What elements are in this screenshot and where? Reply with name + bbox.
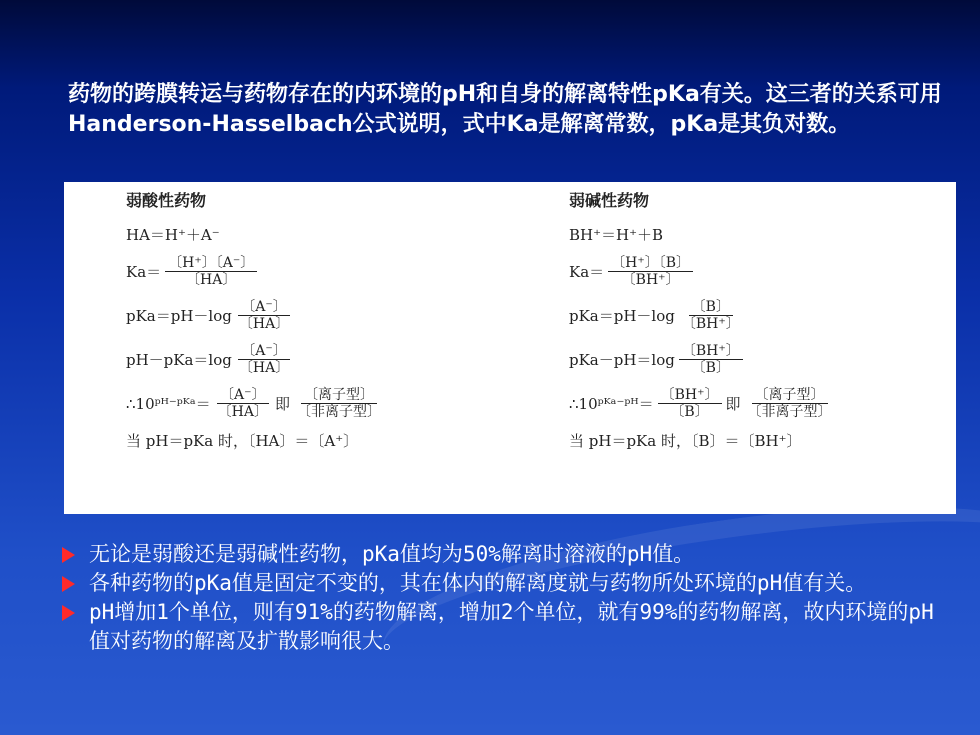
fraction-numerator: 〔A⁻〕 (217, 387, 269, 404)
fraction-denominator: 〔非离子型〕 (747, 403, 832, 420)
weak-base-ka-lhs: Ka＝ (569, 262, 605, 281)
weak-acid-when: 当 pH＝pKa 时，〔HA〕＝〔A⁺〕 (126, 431, 359, 450)
fraction-numerator: 〔H⁺〕〔B〕 (608, 255, 693, 272)
fraction-numerator: 〔BH⁺〕 (679, 343, 743, 360)
weak-base-title: 弱碱性药物 (569, 191, 650, 210)
weak-base-power (569, 381, 839, 425)
weak-base-when: 当 pH＝pKa 时，〔B〕＝〔BH⁺〕 (569, 431, 802, 450)
weak-base-ionic-fraction (745, 387, 835, 420)
fraction-denominator: 〔HA〕 (186, 271, 237, 288)
fraction-numerator: 〔BH⁺〕 (658, 387, 722, 404)
weak-base-pka (569, 293, 839, 337)
weak-base-ph (569, 337, 839, 381)
weak-acid-pka (126, 293, 388, 337)
weak-acid-pka-fraction (236, 299, 292, 332)
bullet-item (62, 598, 952, 656)
bullet-text: pH增加1个单位，则有91%的药物解离，增加2个单位，就有99%的药物解离，故内环境的pH值对药物的解离及扩散影响很大。 (89, 600, 934, 653)
weak-base-pka-fraction (679, 299, 743, 332)
fraction-denominator: 〔B〕 (670, 403, 709, 420)
weak-acid-equilibrium: HA＝H⁺＋A⁻ (126, 225, 220, 244)
weak-base-equilibrium: BH⁺＝H⁺＋B (569, 225, 664, 244)
weak-acid-ka-fraction (165, 255, 257, 288)
fraction-denominator: 〔B〕 (691, 359, 730, 376)
arrow-bullet-icon (62, 547, 75, 563)
weak-acid-power-fraction (215, 387, 271, 420)
weak-acid-ph-lhs: pH－pKa＝log (126, 350, 232, 369)
bullet-list (62, 540, 952, 656)
weak-base-ph-fraction (679, 343, 743, 376)
weak-base-pka-lhs: pKa＝pH－log (569, 306, 675, 325)
weak-acid-ionic-fraction (294, 387, 384, 420)
weak-base-ka (569, 249, 839, 293)
fraction-denominator: 〔HA〕 (238, 315, 290, 332)
weak-acid-ka (126, 249, 388, 293)
weak-acid-ph-fraction (236, 343, 292, 376)
weak-base-power-fraction (658, 387, 722, 420)
fraction-numerator: 〔A⁻〕 (238, 343, 290, 360)
fraction-numerator: 〔离子型〕 (301, 387, 377, 404)
weak-acid-ka-lhs: Ka＝ (126, 262, 162, 281)
arrow-bullet-icon (62, 576, 75, 592)
bullet-text: 各种药物的pKa值是固定不变的，其在体内的解离度就与药物所处环境的pH值有关。 (89, 571, 867, 595)
fraction-denominator: 〔非离子型〕 (296, 403, 381, 420)
bullet-item (62, 569, 952, 598)
fraction-denominator: 〔BH⁺〕 (621, 271, 680, 288)
fraction-denominator: 〔HA〕 (217, 403, 268, 420)
weak-base-column (569, 188, 839, 455)
weak-base-power-mid: 即 (725, 394, 741, 413)
fraction-denominator: 〔BH⁺〕 (681, 315, 740, 332)
formula-image (64, 182, 956, 514)
intro-paragraph: 药物的跨膜转运与药物存在的内环境的pH和自身的解离特性pKa有关。这三者的关系可用Handerson-Hasselbach公式说明，式中Ka是解离常数，pKa是其负对数。 (68, 82, 942, 137)
fraction-denominator: 〔HA〕 (238, 359, 290, 376)
weak-acid-pka-lhs: pKa＝pH－log (126, 306, 232, 325)
weak-acid-power (126, 381, 388, 425)
weak-acid-title: 弱酸性药物 (126, 191, 207, 210)
bullet-text: 无论是弱酸还是弱碱性药物，pKa值均为50%解离时溶液的pH值。 (89, 542, 695, 566)
bullet-item (62, 540, 952, 569)
weak-base-ka-fraction (608, 255, 693, 288)
arrow-bullet-icon (62, 605, 75, 621)
weak-base-ph-lhs: pKa－pH＝log (569, 350, 675, 369)
fraction-numerator: 〔B〕 (689, 299, 733, 316)
fraction-numerator: 〔H⁺〕〔A⁻〕 (165, 255, 257, 272)
fraction-numerator: 〔A⁻〕 (238, 299, 290, 316)
weak-acid-power-mid: 即 (274, 394, 290, 413)
weak-acid-column (126, 188, 388, 455)
fraction-numerator: 〔离子型〕 (752, 387, 828, 404)
weak-acid-power-lhs: ∴10ᵖᴴ⁻ᵖᴷᵃ＝ (126, 394, 211, 413)
weak-base-power-lhs: ∴10ᵖᴷᵃ⁻ᵖᴴ＝ (569, 394, 654, 413)
weak-acid-ph (126, 337, 388, 381)
